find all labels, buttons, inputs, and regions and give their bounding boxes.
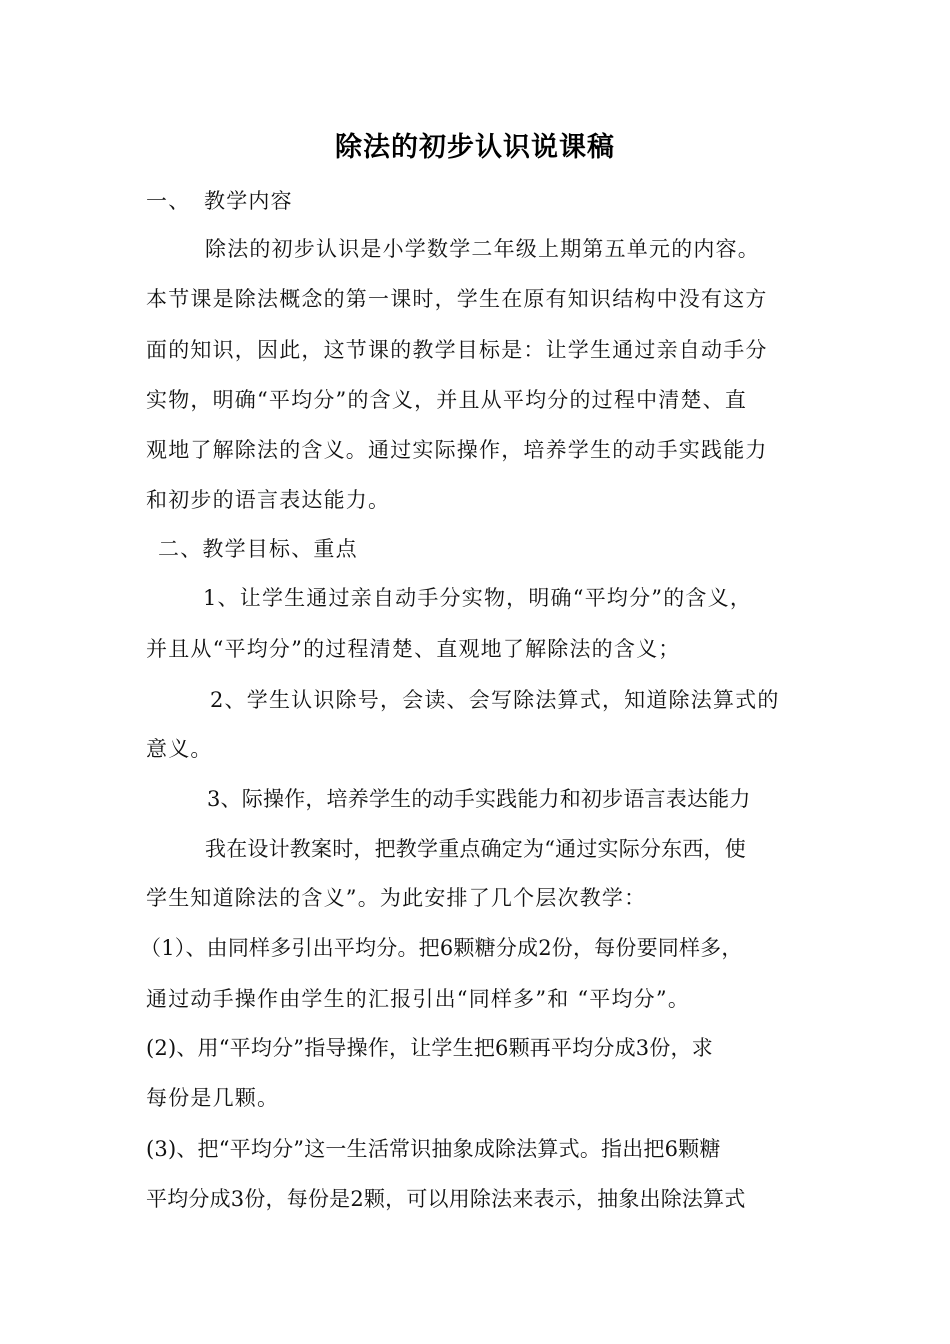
paragraph-line: 3、际操作，培养学生的动手实践能力和初步语言表达能力 xyxy=(207,787,751,811)
paragraph-line: 2、学生认识除号，会读、会写除法算式，知道除法算式的 xyxy=(210,688,780,712)
paragraph-line: 观地了解除法的含义。通过实际操作，培养学生的动手实践能力 xyxy=(146,438,768,462)
paragraph-line: 意义。 xyxy=(146,737,213,761)
section-heading xyxy=(146,183,812,219)
paragraph-line: (2)、用“平均分”指导操作，让学生把6颗再平均分成3份，求 xyxy=(146,1036,713,1060)
paragraph-line: 我在设计教案时，把教学重点确定为“通过实际分东西，使 xyxy=(205,837,746,861)
paragraph-line: 平均分成3份，每份是2颗，可以用除法来表示，抽象出除法算式 xyxy=(146,1187,746,1211)
section-heading: 二、教学目标、重点 xyxy=(158,537,358,561)
paragraph-line: 并且从“平均分”的过程清楚、直观地了解除法的含义； xyxy=(146,637,681,661)
paragraph-line: 面的知识，因此，这节课的教学目标是：让学生通过亲自动手分 xyxy=(146,338,768,362)
paragraph-line: 学生知道除法的含义”。为此安排了几个层次教学： xyxy=(146,886,647,910)
paragraph-line: 每份是几颗。 xyxy=(146,1086,280,1110)
paragraph-line: 实物，明确“平均分”的含义，并且从平均分的过程中清楚、直 xyxy=(146,388,748,412)
paragraph-line: (3)、把“平均分”这一生活常识抽象成除法算式。指出把6颗糖 xyxy=(146,1137,721,1161)
paragraph-line: 通过动手操作由学生的汇报引出“同样多”和 “平均分”。 xyxy=(146,987,691,1011)
paragraph-line: 本节课是除法概念的第一课时，学生在原有知识结构中没有这方 xyxy=(146,287,768,311)
section-heading-text: 教学内容 xyxy=(204,189,293,213)
paragraph-line: 除法的初步认识是小学数学二年级上期第五单元的内容。 xyxy=(205,237,760,261)
document-title: 除法的初步认识说课稿 xyxy=(335,132,615,163)
section-number: 一、 xyxy=(146,189,191,213)
paragraph-line: 1、让学生通过亲自动手分实物，明确“平均分”的含义， xyxy=(203,586,753,610)
paragraph-line: 和初步的语言表达能力。 xyxy=(146,488,391,512)
paragraph-line: （1）、由同样多引出平均分。把6颗糖分成2份，每份要同样多， xyxy=(140,936,743,960)
